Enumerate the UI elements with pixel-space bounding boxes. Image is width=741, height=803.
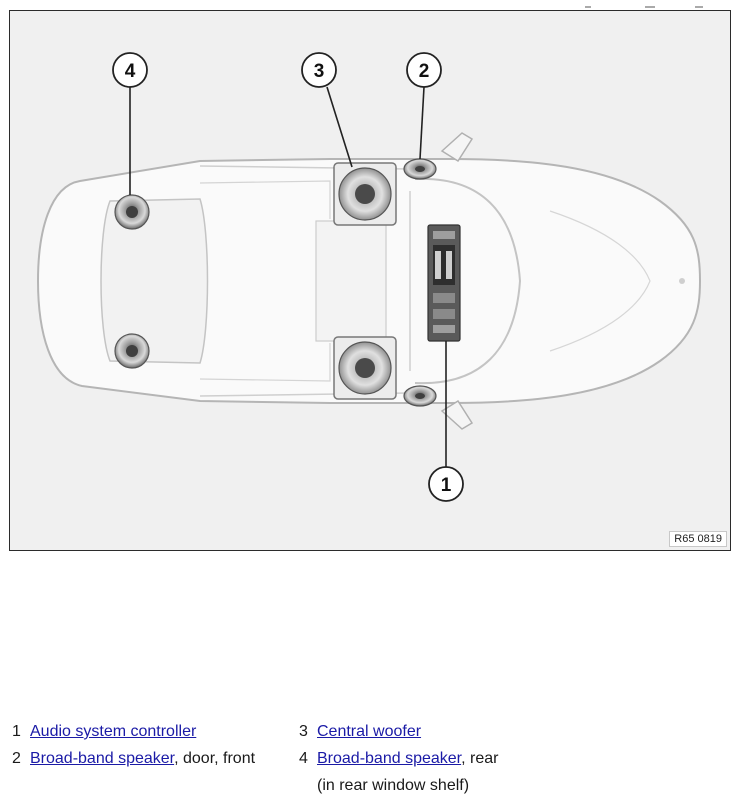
legend-number: 2 [12, 750, 21, 767]
callout-3 [302, 53, 336, 87]
legend-item-2 [12, 745, 255, 772]
callout-2 [407, 53, 441, 87]
broad-band-speaker-rear-link[interactable]: Broad-band speaker [317, 750, 462, 767]
audio-system-controller-link[interactable]: Audio system controller [30, 723, 197, 740]
central-woofer-link[interactable]: Central woofer [317, 723, 422, 740]
callout-4 [113, 53, 147, 87]
legend-item-3 [299, 718, 421, 745]
legend-item-1 [12, 718, 196, 745]
svg-text:1: 1 [440, 475, 452, 496]
decorative-marks [585, 4, 705, 10]
svg-text:3: 3 [313, 61, 325, 82]
audio-controller-unit [428, 225, 460, 341]
rear-speaker-left [115, 195, 149, 229]
car-speaker-diagram [9, 10, 731, 551]
rear-speaker-right [115, 334, 149, 368]
front-door-speaker-left [404, 159, 436, 179]
svg-text:4: 4 [124, 61, 136, 82]
broad-band-speaker-door-link[interactable]: Broad-band speaker [30, 750, 175, 767]
legend-number: 4 [299, 750, 308, 767]
central-woofer-upper [334, 163, 396, 225]
legend-suffix: , rear [461, 750, 499, 767]
front-door-speaker-right [404, 386, 436, 406]
legend-number: 1 [12, 723, 21, 740]
legend-suffix: , door, front [174, 750, 256, 767]
callout-1 [429, 467, 463, 501]
car-top-view-illustration [10, 11, 730, 550]
legend-item-4 [299, 745, 498, 772]
central-woofer-lower [334, 337, 396, 399]
figure-code-label: R65 0819 [669, 531, 727, 547]
legend-item-4-note: (in rear window shelf) [317, 777, 470, 794]
svg-text:2: 2 [418, 61, 430, 82]
legend-number: 3 [299, 723, 308, 740]
